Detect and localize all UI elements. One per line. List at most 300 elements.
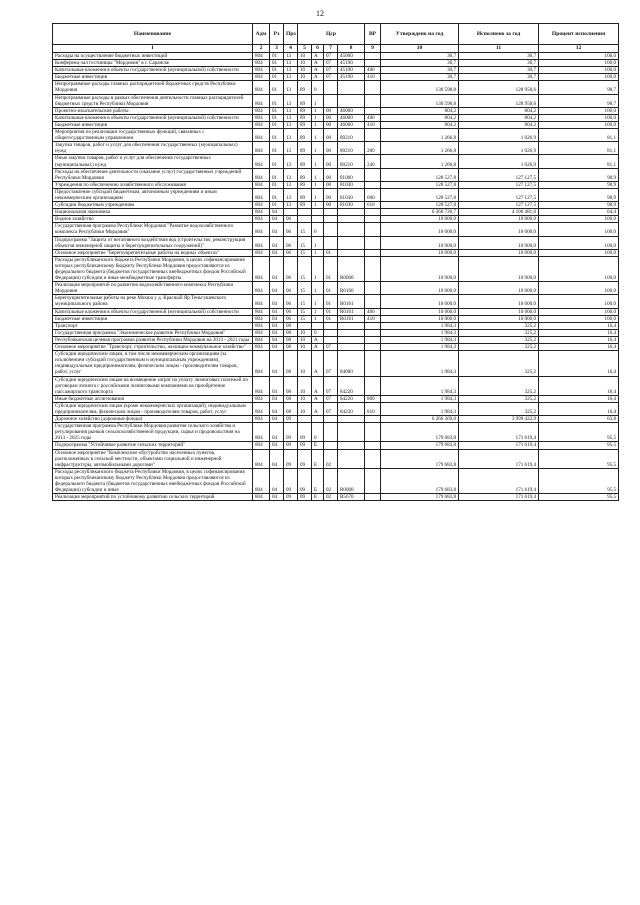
cell-approved: 10 000,0 bbox=[381, 236, 459, 249]
cell-csr-program: 15 bbox=[298, 256, 312, 281]
cell-percent: 16,4 bbox=[539, 351, 619, 376]
cell-csr-subprogram: 1 bbox=[312, 107, 324, 114]
cell-approved: 1 984,3 bbox=[381, 322, 459, 329]
cell-percent: 100,0 bbox=[539, 249, 619, 256]
cell-csr-event: 07 bbox=[324, 53, 338, 60]
cell-approved: 130 598,8 bbox=[381, 81, 459, 94]
cell-csr-program: 89 bbox=[298, 142, 312, 155]
cell-percent: 16,4 bbox=[539, 344, 619, 351]
table-row bbox=[53, 67, 619, 74]
cell-approved: 804,2 bbox=[381, 114, 459, 121]
cell-csr-program: 15 bbox=[298, 315, 312, 322]
cell-percent: 98,7 bbox=[539, 94, 619, 107]
cell-prz: 13 bbox=[284, 107, 298, 114]
cell-prz: 13 bbox=[284, 94, 298, 107]
column-number: 4 bbox=[284, 45, 298, 53]
cell-vr: 600 bbox=[365, 188, 381, 201]
cell-csr-event bbox=[324, 216, 338, 223]
cell-vr: 240 bbox=[365, 155, 381, 168]
column-number: 9 bbox=[365, 45, 381, 53]
cell-csr-event bbox=[324, 236, 338, 249]
cell-adm: 804 bbox=[253, 494, 270, 501]
cell-csr-direction: 81000 bbox=[338, 168, 365, 181]
cell-csr-event bbox=[324, 442, 338, 449]
table-row bbox=[53, 142, 619, 155]
cell-csr-subprogram: 1 bbox=[312, 315, 324, 322]
cell-csr-subprogram: 1 bbox=[312, 168, 324, 181]
cell-prz: 13 bbox=[284, 74, 298, 81]
cell-rz: 04 bbox=[270, 416, 284, 423]
cell-percent: 16,4 bbox=[539, 395, 619, 402]
cell-rz: 01 bbox=[270, 60, 284, 67]
cell-csr-event: 07 bbox=[324, 344, 338, 351]
cell-csr-direction bbox=[338, 249, 365, 256]
cell-executed: 10 000,0 bbox=[459, 256, 539, 281]
cell-rz: 04 bbox=[270, 315, 284, 322]
cell-csr-direction bbox=[338, 94, 365, 107]
cell-adm: 804 bbox=[253, 282, 270, 295]
cell-percent: 100,0 bbox=[539, 308, 619, 315]
cell-csr-event: 01 bbox=[324, 295, 338, 308]
cell-csr-direction: 46000 bbox=[338, 107, 365, 114]
cell-csr-event: 00 bbox=[324, 107, 338, 114]
cell-name: Субсидии юридическим лицам на возмещение затрат на уплату лизинговых платежей по договорам лизинга с российскими лизинговыми компаниями на приобретение пассажирского транспорта bbox=[53, 376, 253, 395]
cell-csr-event: 01 bbox=[324, 315, 338, 322]
table-row bbox=[53, 223, 619, 236]
cell-approved: 128 527,8 bbox=[381, 202, 459, 209]
cell-rz: 01 bbox=[270, 121, 284, 128]
cell-name: Субсидии юридическим лицам, в том числе некоммерческим организациям (за исключением субсидий государственным и муниципальным учреждениям), индивидуальным предпринимателям, физическим лицам - производителям товаров, работ, услуг bbox=[53, 351, 253, 376]
cell-csr-direction: 81030 bbox=[338, 202, 365, 209]
cell-csr-subprogram: 1 bbox=[312, 142, 324, 155]
cell-adm: 804 bbox=[253, 81, 270, 94]
cell-csr-subprogram: Е bbox=[312, 442, 324, 449]
cell-csr-program: 10 bbox=[298, 60, 312, 67]
cell-rz: 04 bbox=[270, 402, 284, 415]
cell-csr-subprogram: 1 bbox=[312, 181, 324, 188]
table-row bbox=[53, 181, 619, 188]
cell-csr-program bbox=[298, 216, 312, 223]
cell-executed: 30,7 bbox=[459, 53, 539, 60]
cell-csr-program: 10 bbox=[298, 336, 312, 343]
cell-approved: 30,7 bbox=[381, 60, 459, 67]
cell-csr-event: 01 bbox=[324, 256, 338, 281]
cell-csr-program: 10 bbox=[298, 395, 312, 402]
cell-vr bbox=[365, 236, 381, 249]
cell-vr: 410 bbox=[365, 121, 381, 128]
cell-csr-subprogram: 1 bbox=[312, 114, 324, 121]
cell-csr-direction bbox=[338, 81, 365, 94]
cell-vr: 610 bbox=[365, 202, 381, 209]
table-row bbox=[53, 322, 619, 329]
cell-approved: 179 683,8 bbox=[381, 449, 459, 468]
cell-approved: 179 683,8 bbox=[381, 423, 459, 442]
cell-csr-subprogram: А bbox=[312, 402, 324, 415]
cell-prz: 06 bbox=[284, 295, 298, 308]
cell-csr-event: 01 bbox=[324, 308, 338, 315]
cell-csr-program: 10 bbox=[298, 344, 312, 351]
table-row bbox=[53, 74, 619, 81]
cell-executed: 10 000,0 bbox=[459, 216, 539, 223]
cell-rz: 04 bbox=[270, 449, 284, 468]
cell-rz: 01 bbox=[270, 53, 284, 60]
cell-vr bbox=[365, 295, 381, 308]
cell-rz: 04 bbox=[270, 442, 284, 449]
cell-executed: 30,7 bbox=[459, 60, 539, 67]
table-row bbox=[53, 308, 619, 315]
cell-approved: 1 984,3 bbox=[381, 329, 459, 336]
cell-approved: 10 000,0 bbox=[381, 223, 459, 236]
cell-rz: 01 bbox=[270, 114, 284, 121]
cell-adm: 804 bbox=[253, 142, 270, 155]
cell-csr-subprogram bbox=[312, 216, 324, 223]
cell-csr-event: 07 bbox=[324, 351, 338, 376]
table-row bbox=[53, 129, 619, 142]
cell-executed: 10 000,0 bbox=[459, 223, 539, 236]
cell-executed: 127 127,5 bbox=[459, 168, 539, 181]
cell-name: Дорожное хозяйство (дорожные фонды) bbox=[53, 416, 253, 423]
cell-adm: 804 bbox=[253, 416, 270, 423]
cell-name: Иные бюджетные ассигнования bbox=[53, 395, 253, 402]
cell-approved: 10 000,0 bbox=[381, 308, 459, 315]
table-row bbox=[53, 442, 619, 449]
cell-csr-direction: 45190 bbox=[338, 60, 365, 67]
cell-csr-direction: 84220 bbox=[338, 402, 365, 415]
cell-adm: 804 bbox=[253, 423, 270, 442]
cell-csr-direction: R5670 bbox=[338, 494, 365, 501]
cell-csr-subprogram: 1 bbox=[312, 282, 324, 295]
cell-csr-event: 07 bbox=[324, 402, 338, 415]
cell-percent: 100,0 bbox=[539, 236, 619, 249]
cell-executed: 325,2 bbox=[459, 376, 539, 395]
cell-rz: 04 bbox=[270, 249, 284, 256]
cell-adm: 804 bbox=[253, 402, 270, 415]
cell-vr: 810 bbox=[365, 402, 381, 415]
cell-csr-program: 10 bbox=[298, 53, 312, 60]
cell-csr-program: 15 bbox=[298, 236, 312, 249]
cell-name: Учреждения по обеспечению хозяйственного обслуживания bbox=[53, 181, 253, 188]
cell-csr-event: 07 bbox=[324, 67, 338, 74]
table-row bbox=[53, 249, 619, 256]
cell-name: Проектно-изыскательские работы bbox=[53, 107, 253, 114]
cell-prz: 09 bbox=[284, 442, 298, 449]
cell-rz: 01 bbox=[270, 202, 284, 209]
cell-name: Капитальные вложения в объекты государственной (муниципальной) собственности bbox=[53, 67, 253, 74]
table-row bbox=[53, 202, 619, 209]
cell-percent: 16,4 bbox=[539, 376, 619, 395]
cell-adm: 804 bbox=[253, 181, 270, 188]
cell-percent: 98,9 bbox=[539, 188, 619, 201]
cell-rz: 04 bbox=[270, 336, 284, 343]
cell-csr-program: 15 bbox=[298, 308, 312, 315]
budget-table bbox=[52, 23, 619, 501]
table-row bbox=[53, 336, 619, 343]
cell-adm: 804 bbox=[253, 121, 270, 128]
cell-rz: 04 bbox=[270, 322, 284, 329]
cell-vr bbox=[365, 336, 381, 343]
cell-csr-subprogram: А bbox=[312, 351, 324, 376]
cell-csr-direction: R0160 bbox=[338, 282, 365, 295]
table-row bbox=[53, 256, 619, 281]
cell-percent: 63,8 bbox=[539, 416, 619, 423]
cell-percent: 100,0 bbox=[539, 107, 619, 114]
cell-adm: 804 bbox=[253, 155, 270, 168]
cell-csr-direction: 80210 bbox=[338, 142, 365, 155]
header-name: Наименование bbox=[53, 24, 253, 45]
cell-percent: 100,0 bbox=[539, 295, 619, 308]
cell-name: Непрограммные расходы в рамках обеспечения деятельности главных распорядителей бюджетных средств Республики Мордовия bbox=[53, 94, 253, 107]
cell-csr-program: 15 bbox=[298, 295, 312, 308]
cell-adm: 804 bbox=[253, 249, 270, 256]
table-row bbox=[53, 423, 619, 442]
cell-approved: 1 266,8 bbox=[381, 129, 459, 142]
cell-name: Непрограммные расходы главных распорядителей бюджетных средств Республики Мордовия bbox=[53, 81, 253, 94]
cell-approved: 1 984,3 bbox=[381, 402, 459, 415]
cell-adm: 804 bbox=[253, 256, 270, 281]
cell-executed: 171 619,4 bbox=[459, 442, 539, 449]
cell-prz: 06 bbox=[284, 249, 298, 256]
cell-csr-event bbox=[324, 223, 338, 236]
table-row bbox=[53, 402, 619, 415]
cell-name: Бюджетные инвестиции bbox=[53, 315, 253, 322]
cell-csr-program: 89 bbox=[298, 188, 312, 201]
cell-csr-subprogram: 1 bbox=[312, 295, 324, 308]
cell-adm: 804 bbox=[253, 107, 270, 114]
table-row bbox=[53, 351, 619, 376]
table-row bbox=[53, 236, 619, 249]
cell-vr bbox=[365, 216, 381, 223]
cell-csr-subprogram: 1 bbox=[312, 256, 324, 281]
cell-name: Государственная программа Республики Мордовия "Развитие водохозяйственного комплекса Республики Мордовия" bbox=[53, 223, 253, 236]
cell-prz: 08 bbox=[284, 376, 298, 395]
cell-csr-program: 89 bbox=[298, 202, 312, 209]
cell-percent: 81,1 bbox=[539, 155, 619, 168]
cell-rz: 01 bbox=[270, 181, 284, 188]
cell-csr-event: 00 bbox=[324, 168, 338, 181]
cell-adm: 804 bbox=[253, 442, 270, 449]
cell-rz: 01 bbox=[270, 67, 284, 74]
cell-vr: 410 bbox=[365, 315, 381, 322]
cell-vr bbox=[365, 282, 381, 295]
cell-csr-program: 89 bbox=[298, 181, 312, 188]
cell-approved: 30,7 bbox=[381, 74, 459, 81]
cell-csr-direction: R0161 bbox=[338, 295, 365, 308]
cell-name: Основное мероприятие "Комплексное обустройство населенных пунктов, расположенных в сельской местности, объектами социальной и инженерной инфраструктуры, автомобильными дорогами" bbox=[53, 449, 253, 468]
cell-csr-subprogram: 1 bbox=[312, 155, 324, 168]
table-row bbox=[53, 53, 619, 60]
cell-csr-program: 89 bbox=[298, 121, 312, 128]
cell-approved: 179 683,8 bbox=[381, 442, 459, 449]
cell-csr-program: 10 bbox=[298, 329, 312, 336]
cell-adm: 804 bbox=[253, 60, 270, 67]
table-row bbox=[53, 468, 619, 493]
header-adm: Адм bbox=[253, 24, 270, 45]
cell-name: Иные закупки товаров, работ и услуг для обеспечения государственных (муниципальных) нужд bbox=[53, 155, 253, 168]
cell-csr-direction: 45190 bbox=[338, 67, 365, 74]
cell-csr-direction bbox=[338, 416, 365, 423]
cell-prz: 13 bbox=[284, 114, 298, 121]
cell-prz: 13 bbox=[284, 81, 298, 94]
cell-prz: 08 bbox=[284, 344, 298, 351]
cell-percent: 64,4 bbox=[539, 209, 619, 216]
cell-csr-event: 00 bbox=[324, 142, 338, 155]
cell-percent: 100,0 bbox=[539, 315, 619, 322]
cell-rz: 04 bbox=[270, 236, 284, 249]
table-row bbox=[53, 315, 619, 322]
cell-executed: 1 026,9 bbox=[459, 142, 539, 155]
page-number: 12 bbox=[316, 9, 324, 18]
cell-prz: 08 bbox=[284, 336, 298, 343]
cell-percent: 100,0 bbox=[539, 67, 619, 74]
cell-csr-subprogram: Е bbox=[312, 494, 324, 501]
cell-executed: 3 999 422,9 bbox=[459, 416, 539, 423]
cell-adm: 804 bbox=[253, 236, 270, 249]
cell-percent: 95,5 bbox=[539, 423, 619, 442]
cell-approved: 6 368 726,7 bbox=[381, 209, 459, 216]
cell-csr-program: 89 bbox=[298, 129, 312, 142]
cell-csr-subprogram: 0 bbox=[312, 81, 324, 94]
cell-vr bbox=[365, 60, 381, 67]
cell-prz: 08 bbox=[284, 322, 298, 329]
cell-rz: 01 bbox=[270, 129, 284, 142]
cell-rz: 04 bbox=[270, 295, 284, 308]
cell-csr-subprogram bbox=[312, 416, 324, 423]
cell-vr bbox=[365, 376, 381, 395]
cell-prz: 13 bbox=[284, 155, 298, 168]
column-number: 12 bbox=[539, 45, 619, 53]
cell-csr-direction bbox=[338, 209, 365, 216]
cell-executed: 10 000,0 bbox=[459, 295, 539, 308]
cell-prz bbox=[284, 209, 298, 216]
cell-csr-event: 00 bbox=[324, 202, 338, 209]
cell-csr-direction bbox=[338, 336, 365, 343]
table-row bbox=[53, 282, 619, 295]
cell-percent: 16,4 bbox=[539, 329, 619, 336]
cell-name: Реализация мероприятий по устойчивому развитию сельских территорий bbox=[53, 494, 253, 501]
table-row bbox=[53, 216, 619, 223]
table-row bbox=[53, 168, 619, 181]
cell-csr-program: 10 bbox=[298, 402, 312, 415]
cell-name: Основное мероприятие "Транспорт, строительство, жилищно-коммунальное хозяйство" bbox=[53, 344, 253, 351]
cell-csr-event bbox=[324, 423, 338, 442]
cell-executed: 10 000,0 bbox=[459, 249, 539, 256]
cell-percent: 81,1 bbox=[539, 142, 619, 155]
cell-prz: 13 bbox=[284, 142, 298, 155]
cell-prz: 08 bbox=[284, 395, 298, 402]
cell-percent: 95,5 bbox=[539, 468, 619, 493]
cell-rz: 04 bbox=[270, 282, 284, 295]
cell-csr-subprogram: 1 bbox=[312, 202, 324, 209]
cell-name: Закупка товаров, работ и услуг для обеспечения государственных (муниципальных) нужд bbox=[53, 142, 253, 155]
cell-rz: 01 bbox=[270, 168, 284, 181]
cell-percent: 100,0 bbox=[539, 114, 619, 121]
cell-executed: 128 958,6 bbox=[459, 94, 539, 107]
cell-adm: 804 bbox=[253, 344, 270, 351]
cell-csr-program: 89 bbox=[298, 114, 312, 121]
cell-name: Субсидии юридическим лицам (кроме некоммерческих организаций), индивидуальным предпринимателям, физическим лицам - производителям товаров, работ, услуг bbox=[53, 402, 253, 415]
cell-rz: 01 bbox=[270, 74, 284, 81]
cell-executed: 325,2 bbox=[459, 322, 539, 329]
cell-executed: 325,2 bbox=[459, 336, 539, 343]
column-number: 1 bbox=[53, 45, 253, 53]
cell-csr-subprogram: А bbox=[312, 344, 324, 351]
cell-adm: 804 bbox=[253, 376, 270, 395]
cell-csr-direction: 81030 bbox=[338, 181, 365, 188]
table-body bbox=[53, 53, 619, 501]
cell-rz: 01 bbox=[270, 155, 284, 168]
table-header-row bbox=[53, 24, 619, 45]
cell-vr bbox=[365, 423, 381, 442]
cell-csr-event: 00 bbox=[324, 155, 338, 168]
cell-csr-event: 00 bbox=[324, 121, 338, 128]
cell-vr bbox=[365, 129, 381, 142]
cell-csr-event: 01 bbox=[324, 282, 338, 295]
cell-approved: 128 527,8 bbox=[381, 168, 459, 181]
column-number-row bbox=[53, 45, 619, 53]
column-number: 5 bbox=[298, 45, 312, 53]
cell-executed: 171 619,4 bbox=[459, 468, 539, 493]
cell-executed: 10 000,0 bbox=[459, 282, 539, 295]
cell-adm: 804 bbox=[253, 168, 270, 181]
cell-executed: 10 000,0 bbox=[459, 315, 539, 322]
cell-name: Республиканская целевая программа развития Республики Мордовия на 2013 - 2021 годы bbox=[53, 336, 253, 343]
cell-vr bbox=[365, 256, 381, 281]
cell-csr-subprogram: 0 bbox=[312, 329, 324, 336]
cell-name: Водное хозяйство bbox=[53, 216, 253, 223]
cell-csr-subprogram: 0 bbox=[312, 423, 324, 442]
cell-approved: 804,2 bbox=[381, 121, 459, 128]
cell-name: Бюджетные инвестиции bbox=[53, 74, 253, 81]
cell-csr-program: 89 bbox=[298, 94, 312, 107]
cell-percent: 100,0 bbox=[539, 256, 619, 281]
cell-adm: 804 bbox=[253, 216, 270, 223]
cell-vr bbox=[365, 209, 381, 216]
header-approved: Утверждено на год bbox=[381, 24, 459, 45]
cell-vr: 400 bbox=[365, 67, 381, 74]
cell-executed: 325,2 bbox=[459, 344, 539, 351]
cell-csr-program: 10 bbox=[298, 351, 312, 376]
header-executed: Исполнено за год bbox=[459, 24, 539, 45]
cell-rz: 04 bbox=[270, 209, 284, 216]
cell-prz: 13 bbox=[284, 129, 298, 142]
cell-prz: 09 bbox=[284, 449, 298, 468]
cell-rz: 04 bbox=[270, 308, 284, 315]
cell-csr-program: 09 bbox=[298, 449, 312, 468]
cell-executed: 171 619,4 bbox=[459, 449, 539, 468]
header-csr: Цср bbox=[298, 24, 365, 45]
cell-approved: 1 266,8 bbox=[381, 142, 459, 155]
table-row bbox=[53, 376, 619, 395]
cell-csr-program: 15 bbox=[298, 282, 312, 295]
table-row bbox=[53, 188, 619, 201]
cell-csr-subprogram: А bbox=[312, 336, 324, 343]
cell-rz: 01 bbox=[270, 94, 284, 107]
cell-adm: 804 bbox=[253, 53, 270, 60]
cell-prz: 06 bbox=[284, 256, 298, 281]
cell-adm: 804 bbox=[253, 336, 270, 343]
cell-csr-direction bbox=[338, 344, 365, 351]
cell-approved: 130 598,8 bbox=[381, 94, 459, 107]
cell-approved: 10 000,0 bbox=[381, 249, 459, 256]
column-number: 8 bbox=[338, 45, 365, 53]
table-row bbox=[53, 416, 619, 423]
cell-csr-subprogram: А bbox=[312, 376, 324, 395]
cell-approved: 10 000,0 bbox=[381, 295, 459, 308]
cell-prz: 13 bbox=[284, 168, 298, 181]
cell-name: Конференц-зал гостиницы "Мордовия" в г. Саранске bbox=[53, 60, 253, 67]
cell-csr-event: 00 bbox=[324, 188, 338, 201]
cell-adm: 804 bbox=[253, 449, 270, 468]
